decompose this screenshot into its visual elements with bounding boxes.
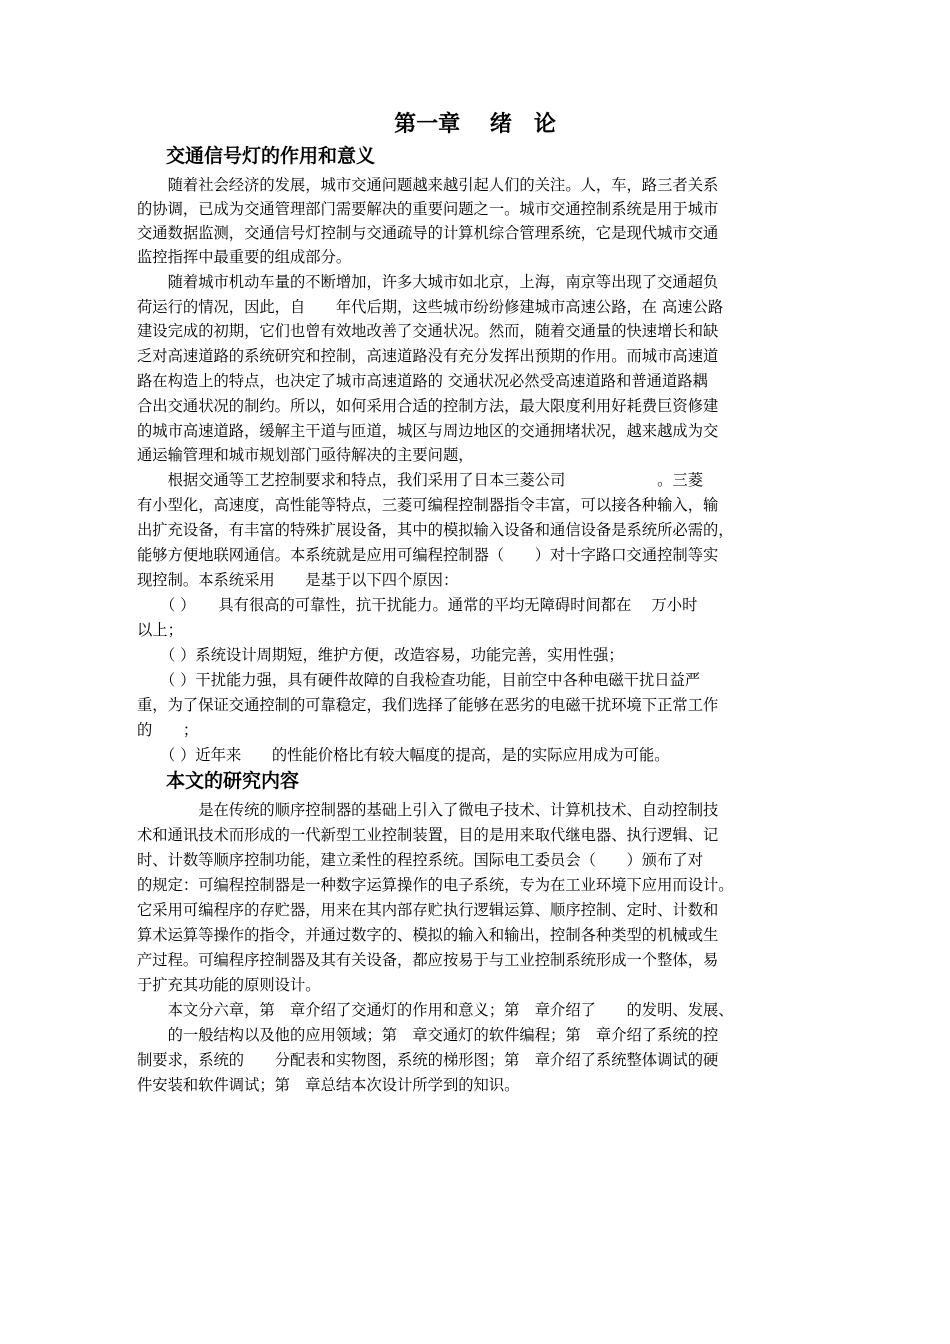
text-line: 重，为了保证交通控制的可靠稳定，我们选择了能够在恶劣的电磁干扰环境下正常工作 [137,696,719,714]
text-line: 有小型化，高速度，高性能等特点，三菱可编程控制器指令丰富，可以接各种输入，输 [137,496,719,514]
chapter-title: 第一章 绪 论 [394,112,556,137]
text-line: 的一般结构以及他的应用领域；第 章交通灯的软件编程；第 章介绍了系统的控 [137,1026,719,1044]
text-line: 术和通讯技术而形成的一代新型工业控制装置，目的是用来取代继电器、执行逻辑、记 [137,826,719,844]
text-line: 它采用可编程序的存贮器，用来在其内部存贮执行逻辑运算、顺序控制、定时、计数和 [137,901,719,919]
text-line: 的城市高速道路，缓解主干道与匝道，城区与周边地区的交通拥堵状况，越来越成为交 [137,422,719,440]
text-line: 乏对高速道路的系统研究和控制，高速道路没有充分发挥出预期的作用。而城市高速道 [137,347,719,365]
text-line: 以上； [137,621,183,639]
text-line: （ ）系统设计周期短，维护方便，改造容易，功能完善，实用性强； [137,646,624,664]
text-line: （ ） 具有很高的可靠性，抗干扰能力。通常的平均无障碍时间都在 万小时 [137,596,698,614]
text-line: 的规定：可编程控制器是一种数字运算操作的电子系统，专为在工业环境下应用而设计。 [137,876,734,894]
text-line: 能够方便地联网通信。本系统就是应用可编程控制器（ ）对十字路口交通控制等实 [137,546,719,564]
text-line: 于扩充其功能的原则设计。 [137,976,321,994]
text-line: 的协调，已成为交通管理部门需要解决的重要问题之一。城市交通控制系统是用于城市 [137,200,719,218]
text-line: 制要求，系统的 分配表和实物图，系统的梯形图；第 章介绍了系统整体调试的硬 [137,1051,719,1069]
text-line: 产过程。可编程序控制器及其有关设备，都应按易于与工业控制系统形成一个整体，易 [137,951,719,969]
text-line: （ ）近年来 的性能价格比有较大幅度的提高，是的实际应用成为可能。 [137,746,670,764]
text-line: （ ）干扰能力强，具有硬件故障的自我检查功能，目前空中各种电磁干扰日益严 [137,671,701,689]
text-line: 合出交通状况的制约。所以，如何采用合适的控制方法，最大限度利用好耗费巨资修建 [137,397,719,415]
text-line: 通运输管理和城市规划部门亟待解决的主要问题， [137,446,474,464]
text-line: 算术运算等操作的指令，并通过数字的、模拟的输入和输出，控制各种类型的机械或生 [137,926,719,944]
text-line: 现控制。本系统采用 是基于以下四个原因： [137,571,459,589]
section-title-research-content: 本文的研究内容 [166,770,300,792]
text-line: 时、计数等顺序控制功能，建立柔性的程控系统。国际电工委员会（ ）颁布了对 [137,851,703,869]
text-line: 监控指挥中最重要的组成部分。 [137,248,352,266]
text-line: 荷运行的情况，因此，自 年代后期，这些城市纷纷修建城市高速公路，在 高速公路 [137,298,724,316]
text-line: 路在构造上的特点，也决定了城市高速道路的 交通状况必然受高速道路和普通道路耦 [137,372,708,390]
text-line: 是在传统的顺序控制器的基础上引入了微电子技术、计算机技术、自动控制技 [137,801,719,819]
text-line: 件安装和软件调试；第 章总结本次设计所学到的知识。 [137,1076,520,1094]
section-title-traffic-light-purpose: 交通信号灯的作用和意义 [166,145,376,167]
text-line: 建设完成的初期，它们也曾有效地改善了交通状况。然而，随着交通量的快速增长和缺 [137,322,719,340]
text-line: 的 ； [137,721,199,739]
text-line: 随着城市机动车量的不断增加，许多大城市如北京，上海，南京等出现了交通超负 [137,273,719,291]
text-line: 交通数据监测，交通信号灯控制与交通疏导的计算机综合管理系统，它是现代城市交通 [137,224,719,242]
text-line: 出扩充设备，有丰富的特殊扩展设备，其中的模拟输入设备和通信设备是系统所必需的， [137,521,734,539]
text-line: 本文分六章，第 章介绍了交通灯的作用和意义；第 章介绍了 的发明、发展、 [137,1001,734,1019]
text-line: 根据交通等工艺控制要求和特点，我们采用了日本三菱公司 。三菱 [137,471,703,489]
text-line: 随着社会经济的发展，城市交通问题越来越引起人们的关注。人，车，路三者关系 [137,176,719,194]
